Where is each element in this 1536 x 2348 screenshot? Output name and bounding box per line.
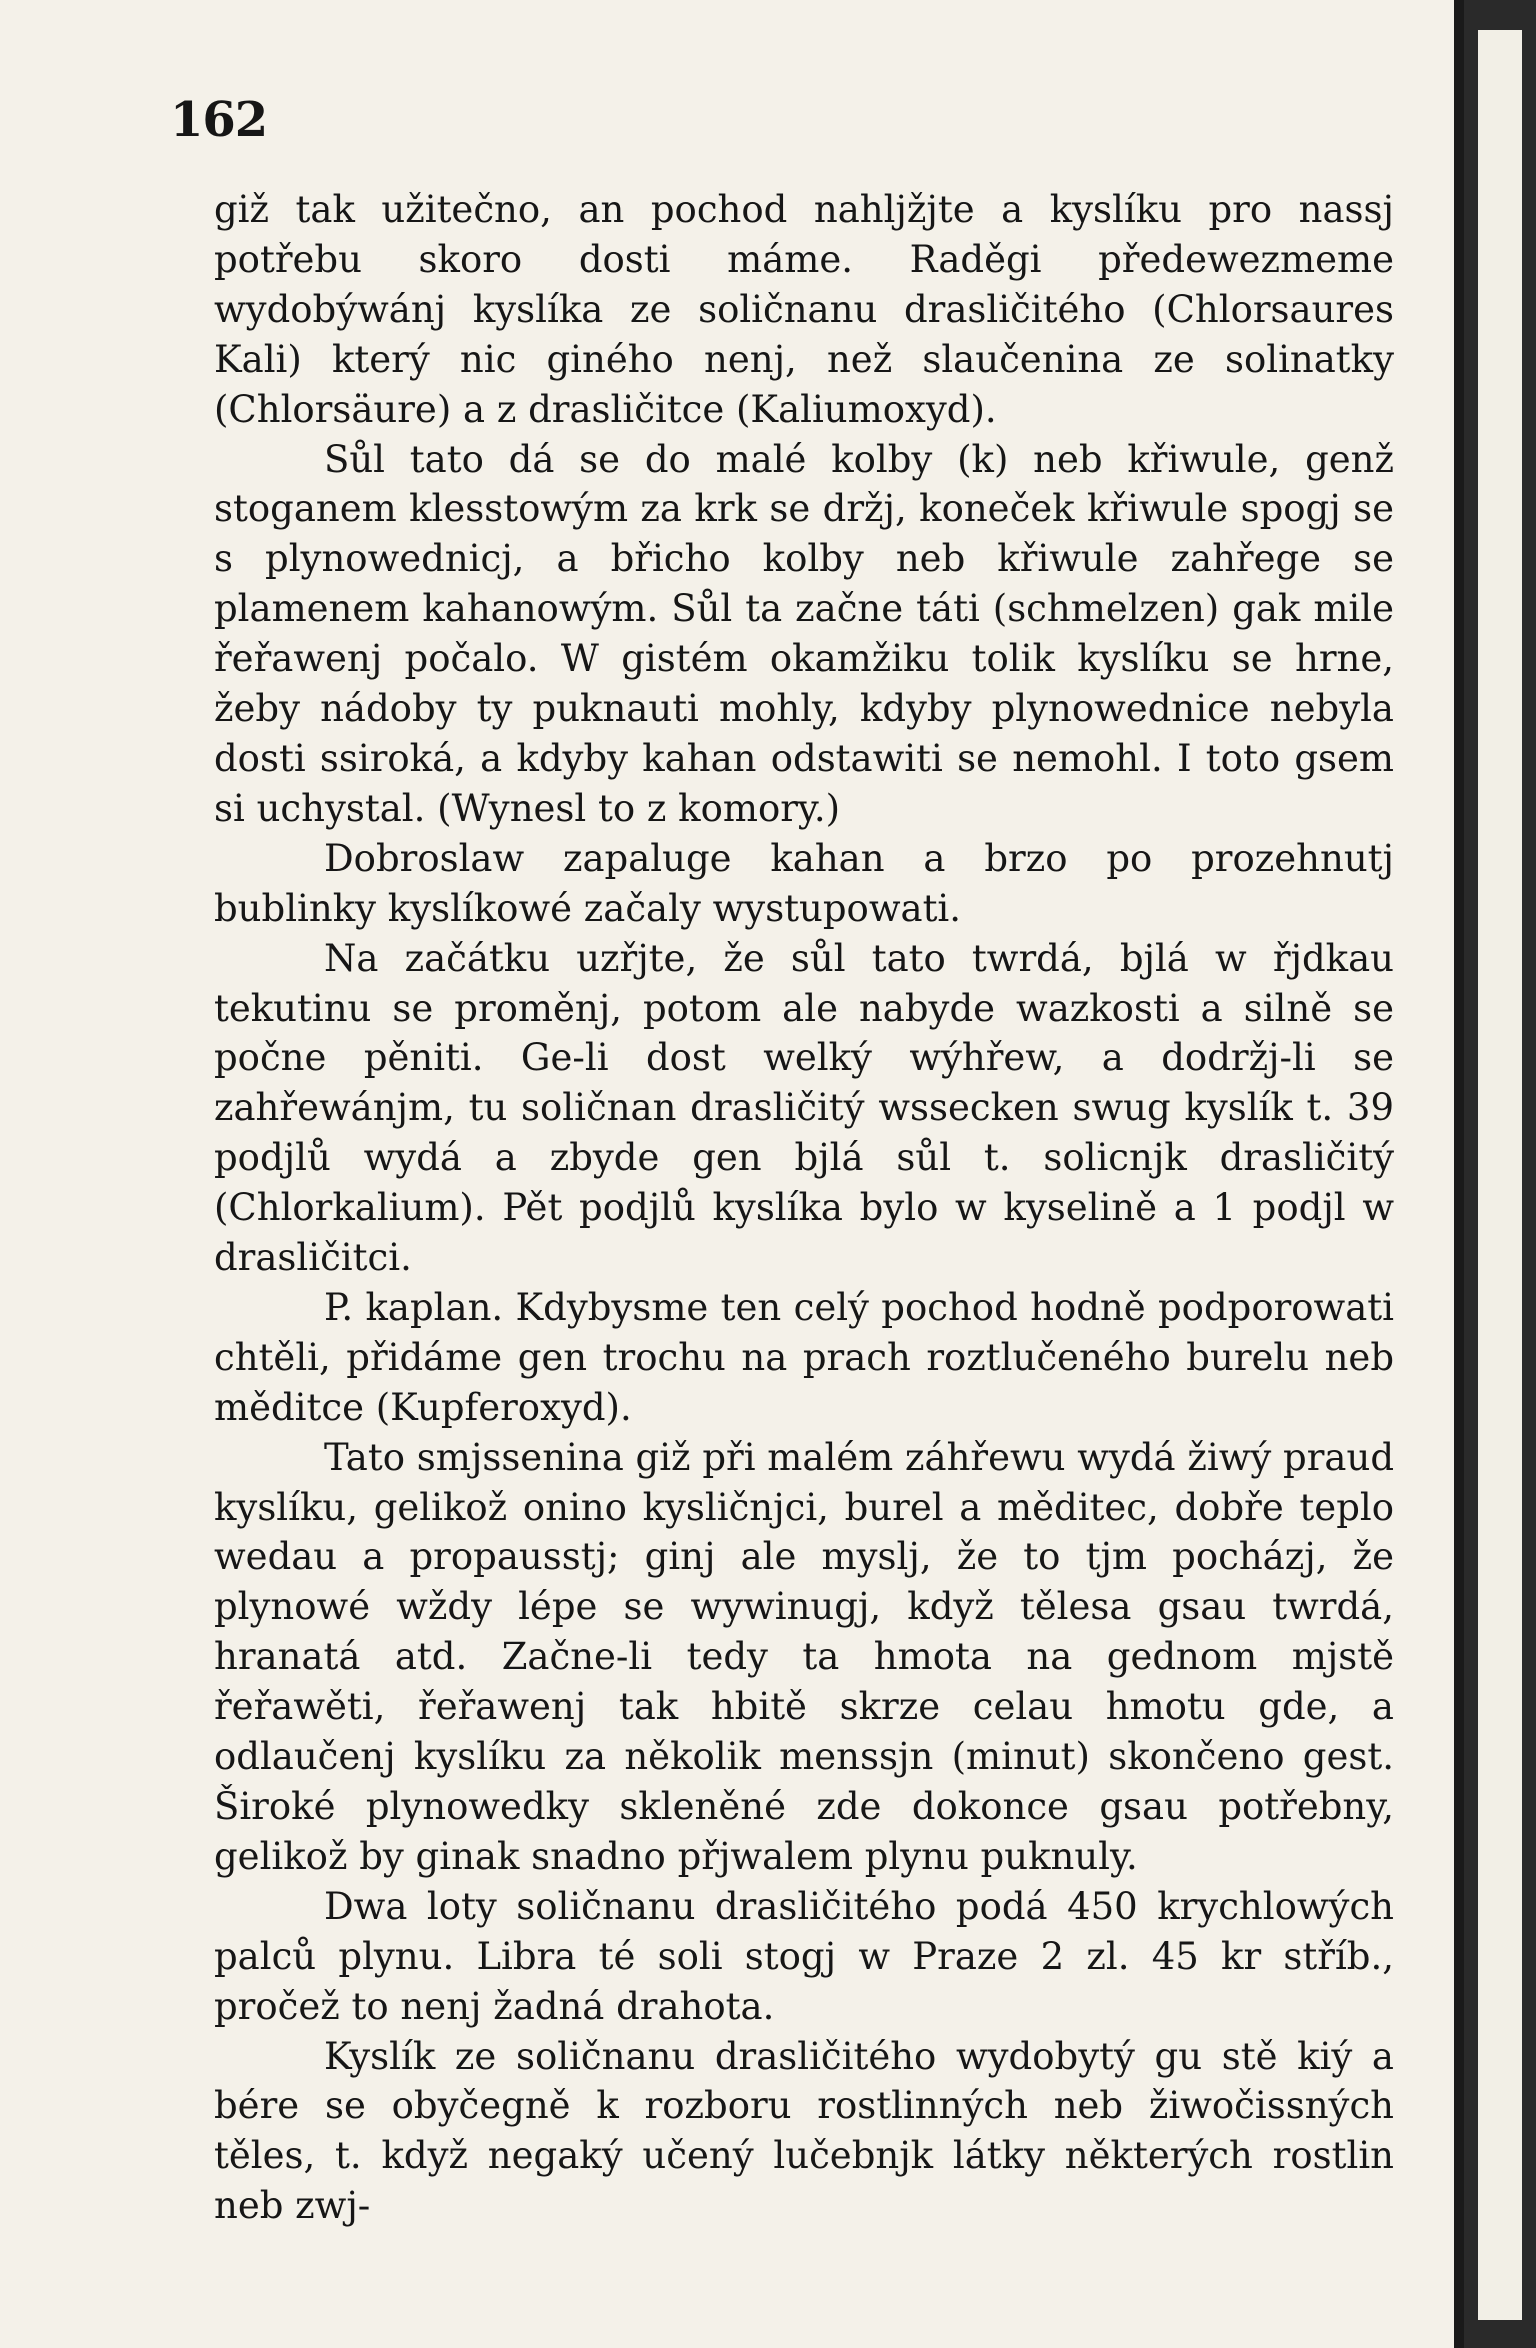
paragraph: Na začátku uzřjte, že sůl tato twrdá, bjlá w řjdkau tekutinu se proměnj, potom ale nabyde wazkosti a silně se počne pěniti. Ge-li dost welký wýhřew, a dodržj-li se zahřewánjm, tu soličnan drasličitý wssecken swug kyslík t. 39 podjlů wydá a zbyde gen bjlá sůl t. solicnjk drasličitý (Chlorkalium). Pět podjlů kyslíka bylo w kyselině a 1 podjl w drasličitci. — [214, 936, 1394, 1280]
paragraph: Sůl tato dá se do malé kolby (k) neb křiwule, genž stoganem klesstowým za krk se držj, koneček křiwule spogj se s plynowednicj, a břicho kolby neb křiwule zahřege se plamenem kahanowým. Sůl ta začne táti (schmelzen) gak mile řeřawenj počalo. W gistém okamžiku tolik kyslíku se hrne, žeby nádoby ty puknauti mohly, kdyby plynowednice nebyla dosti ssiroká, a kdyby kahan odstawiti se nemohl. I toto gsem si uchystal. (Wynesl to z komory.) — [214, 437, 1394, 830]
paragraph: Dobroslaw zapaluge kahan a brzo po prozehnutj bublinky kyslíkowé začaly wystupowati. — [214, 836, 1394, 930]
paragraph: Dwa loty soličnanu drasličitého podá 450 krychlowých palců plynu. Libra té soli stogj w Praze 2 zl. 45 kr stříb., pročež to nenj žadná drahota. — [214, 1884, 1394, 2028]
page-number: 162 — [170, 92, 268, 148]
body-text — [214, 185, 1394, 2231]
paragraph: giž tak užitečno, an pochod nahljžjte a kyslíku pro nassj potřebu skoro dosti máme. Raděgi předewezmeme wydobýwánj kyslíka ze soličnanu drasličitého (Chlorsaures Kali) který nic giného nenj, než slaučenina ze solinatky (Chlorsäure) a z drasličitce (Kaliumoxyd). — [214, 188, 1394, 431]
paragraph: P. kaplan. Kdybysme ten celý pochod hodně podporowati chtěli, přidáme gen trochu na prach roztlučeného burelu neb měditce (Kupferoxyd). — [214, 1285, 1394, 1429]
adjacent-page-edge — [1464, 0, 1536, 2348]
adjacent-page-sliver — [1478, 30, 1522, 2320]
paragraph: Tato smjssenina giž při malém záhřewu wydá žiwý praud kyslíku, gelikož onino kysličnjci, burel a měditec, dobře teplo wedau a propausstj; ginj ale myslj, že to tjm pocházj, že plynowé wždy lépe se wywinugj, když tělesa gsau twrdá, hranatá atd. Začne-li tedy ta hmota na gednom mjstě řeřawěti, řeřawenj tak hbitě skrze celau hmotu gde, a odlaučenj kyslíku za několik menssjn (minut) skončeno gest. Široké plynowedky skleněné zde dokonce gsau potřebny, gelikož by ginak snadno přjwalem plynu puknuly. — [214, 1435, 1394, 1878]
paragraph: Kyslík ze soličnanu drasličitého wydobytý gu stě kiý a bére se obyčegně k rozboru rostlinných neb žiwočissných těles, t. když negaký učený lučebnjk látky některých rostlin neb zwj- — [214, 2034, 1394, 2228]
